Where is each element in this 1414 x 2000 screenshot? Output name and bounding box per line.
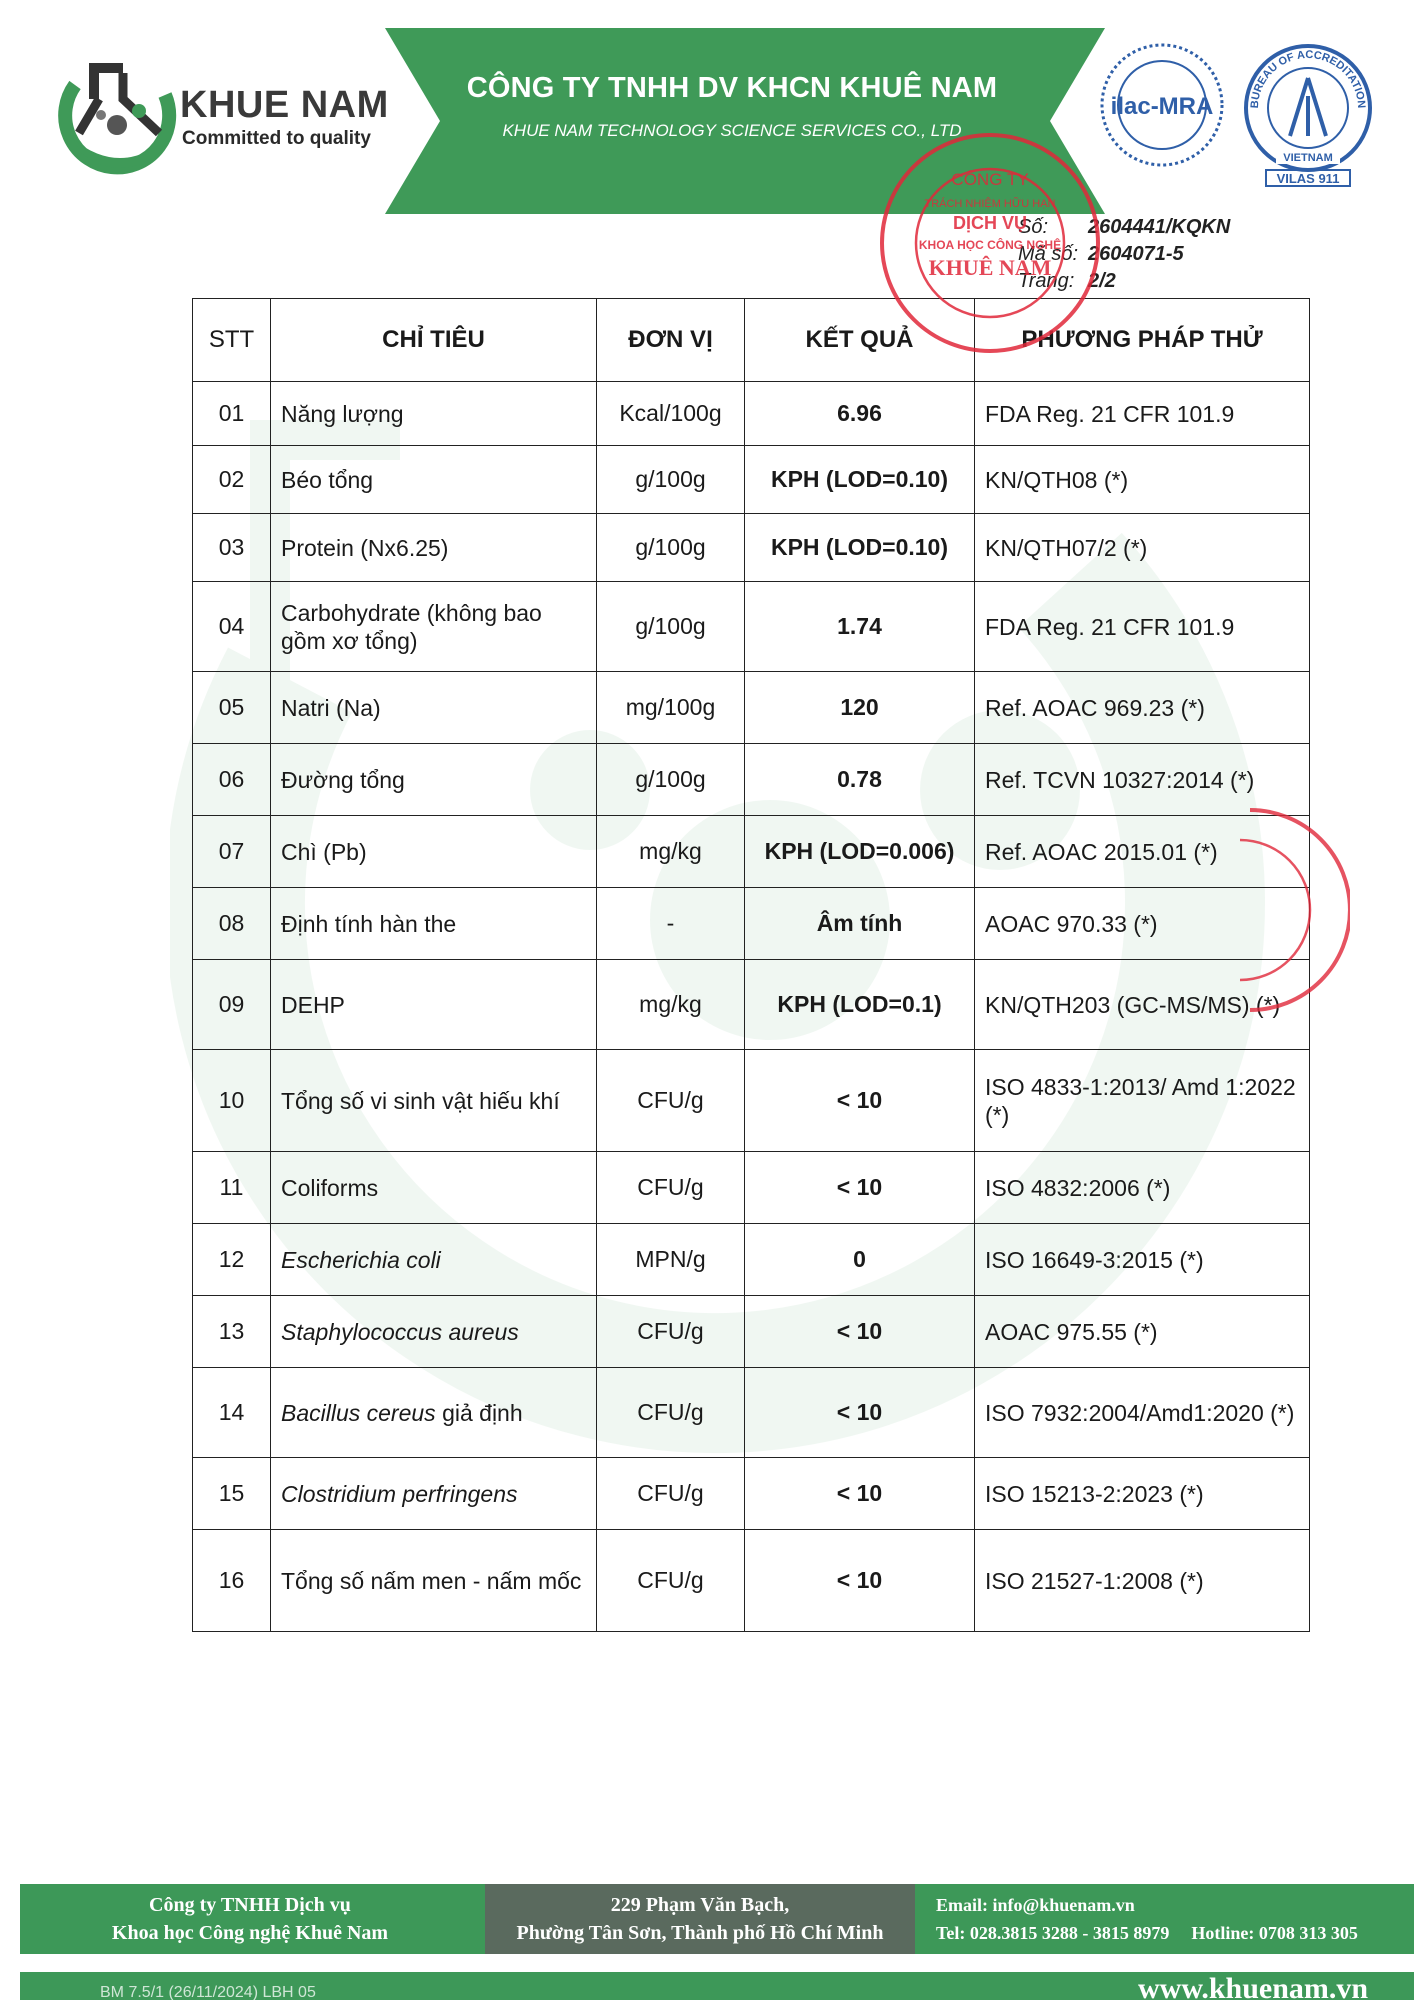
- indicator-name: Protein (Nx6.25): [281, 534, 449, 561]
- sample-code-value: 2604071-5: [1088, 243, 1184, 265]
- indicator-name: Clostridium perfringens: [281, 1480, 518, 1507]
- cell-don-vi: -: [597, 888, 745, 960]
- report-number-value: 2604441/KQKN: [1088, 216, 1231, 238]
- brand-tagline: Committed to quality: [182, 128, 371, 149]
- indicator-name: Định tính hàn the: [281, 910, 457, 937]
- footer-website: www.khuenam.vn: [1138, 1972, 1369, 2000]
- cell-don-vi: MPN/g: [597, 1224, 745, 1296]
- indicator-name: Bacillus cereus: [281, 1399, 436, 1426]
- header-don-vi: ĐƠN VỊ: [597, 299, 745, 382]
- cell-don-vi: mg/kg: [597, 960, 745, 1050]
- cell-phuong-phap: AOAC 970.33 (*): [975, 888, 1310, 960]
- results-table: [192, 298, 1310, 1632]
- cell-stt: 03: [193, 514, 271, 582]
- cell-phuong-phap: ISO 15213-2:2023 (*): [975, 1458, 1310, 1530]
- cell-don-vi: mg/kg: [597, 816, 745, 888]
- indicator-name: Carbohydrate (không bao gồm xơ tổng): [281, 599, 542, 654]
- footer-email: Email: info@khuenam.vn: [936, 1895, 1135, 1915]
- boa-country-label: VIETNAM: [1283, 152, 1333, 164]
- boa-code-label: VILAS 911: [1276, 171, 1340, 186]
- table-row: [193, 1458, 1310, 1530]
- cell-ket-qua: KPH (LOD=0.1): [745, 960, 975, 1050]
- cell-ket-qua: < 10: [745, 1458, 975, 1530]
- indicator-name: Natri (Na): [281, 694, 381, 721]
- cell-stt: 16: [193, 1530, 271, 1632]
- footer-address: [485, 1891, 915, 1947]
- stamp-line-2: TRÁCH NHIỆM HỮU HẠN: [924, 198, 1056, 210]
- cell-ket-qua: KPH (LOD=0.10): [745, 446, 975, 514]
- company-name-vn: CÔNG TY TNHH DV KHCN KHUÊ NAM: [466, 72, 998, 104]
- cell-don-vi: CFU/g: [597, 1152, 745, 1224]
- cell-ket-qua: < 10: [745, 1368, 975, 1458]
- cell-don-vi: g/100g: [597, 514, 745, 582]
- header-phuong-phap: PHƯƠNG PHÁP THỬ: [975, 299, 1310, 382]
- table-row: [193, 1050, 1310, 1152]
- cell-chi-tieu: [271, 888, 597, 960]
- cell-stt: 04: [193, 582, 271, 672]
- sample-code-label: Mã số:: [1018, 243, 1079, 265]
- cell-chi-tieu: [271, 1368, 597, 1458]
- cell-stt: 15: [193, 1458, 271, 1530]
- table-row: [193, 446, 1310, 514]
- brand-name: KHUE NAM: [180, 84, 389, 126]
- ilac-mra-seal-icon: [1095, 38, 1230, 173]
- cell-don-vi: CFU/g: [597, 1050, 745, 1152]
- table-row: [193, 1152, 1310, 1224]
- cell-chi-tieu: [271, 1458, 597, 1530]
- table-row: [193, 672, 1310, 744]
- table-row: [193, 1368, 1310, 1458]
- cell-don-vi: g/100g: [597, 744, 745, 816]
- cell-phuong-phap: Ref. AOAC 969.23 (*): [975, 672, 1310, 744]
- indicator-name: Năng lượng: [281, 400, 404, 427]
- cell-stt: 12: [193, 1224, 271, 1296]
- footer-hotline: Hotline: 0708 313 305: [1191, 1923, 1358, 1943]
- indicator-name: Coliforms: [281, 1174, 379, 1201]
- table-row: [193, 514, 1310, 582]
- cell-stt: 05: [193, 672, 271, 744]
- edge-seal-stamp-icon: [1240, 800, 1350, 1020]
- footer-company: [40, 1891, 460, 1947]
- boa-top-label: BUREAU OF ACCREDITATION: [1248, 48, 1368, 109]
- cell-chi-tieu: [271, 582, 597, 672]
- bureau-of-accreditation-seal-icon: [1238, 38, 1378, 188]
- cell-chi-tieu: [271, 514, 597, 582]
- table-header-row: [193, 299, 1310, 382]
- cell-stt: 14: [193, 1368, 271, 1458]
- cell-chi-tieu: [271, 672, 597, 744]
- cell-chi-tieu: [271, 382, 597, 446]
- cell-stt: 09: [193, 960, 271, 1050]
- cell-chi-tieu: [271, 1152, 597, 1224]
- table-row: [193, 1530, 1310, 1632]
- indicator-name: Béo tổng: [281, 466, 374, 493]
- cell-don-vi: CFU/g: [597, 1368, 745, 1458]
- stamp-line-1: CÔNG TY: [951, 170, 1029, 189]
- indicator-name: DEHP: [281, 991, 345, 1018]
- cell-ket-qua: < 10: [745, 1296, 975, 1368]
- table-row: [193, 582, 1310, 672]
- cell-phuong-phap: Ref. TCVN 10327:2014 (*): [975, 744, 1310, 816]
- stamp-line-3: DỊCH VỤ: [952, 213, 1028, 233]
- cell-phuong-phap: AOAC 975.55 (*): [975, 1296, 1310, 1368]
- table-row: [193, 960, 1310, 1050]
- footer-tel: Tel: 028.3815 3288 - 3815 8979: [936, 1923, 1170, 1943]
- indicator-name: Đường tổng: [281, 766, 405, 793]
- cell-don-vi: mg/100g: [597, 672, 745, 744]
- cell-chi-tieu: [271, 1296, 597, 1368]
- cell-stt: 08: [193, 888, 271, 960]
- cell-chi-tieu: [271, 816, 597, 888]
- table-row: [193, 382, 1310, 446]
- cell-ket-qua: 0.78: [745, 744, 975, 816]
- cell-stt: 10: [193, 1050, 271, 1152]
- footer-form-code: BM 7.5/1 (26/11/2024) LBH 05: [100, 1984, 316, 2000]
- cell-phuong-phap: FDA Reg. 21 CFR 101.9: [975, 382, 1310, 446]
- cell-stt: 02: [193, 446, 271, 514]
- cell-phuong-phap: ISO 4832:2006 (*): [975, 1152, 1310, 1224]
- table-row: [193, 1296, 1310, 1368]
- cell-ket-qua: 0: [745, 1224, 975, 1296]
- footer-address-line-1: 229 Phạm Văn Bạch,: [610, 1894, 790, 1916]
- cell-chi-tieu: [271, 960, 597, 1050]
- footer-address-line-2: Phường Tân Sơn, Thành phố Hồ Chí Minh: [516, 1922, 884, 1944]
- cell-phuong-phap: ISO 21527-1:2008 (*): [975, 1530, 1310, 1632]
- cell-stt: 07: [193, 816, 271, 888]
- company-name-en: KHUE NAM TECHNOLOGY SCIENCE SERVICES CO., LTD: [502, 121, 962, 140]
- cell-don-vi: g/100g: [597, 446, 745, 514]
- indicator-name: Tổng số nấm men - nấm mốc: [281, 1567, 582, 1594]
- cell-ket-qua: < 10: [745, 1152, 975, 1224]
- ilac-label: ilac-MRA: [1110, 93, 1214, 120]
- cell-chi-tieu: [271, 1530, 597, 1632]
- cell-chi-tieu: [271, 1224, 597, 1296]
- cell-phuong-phap: KN/QTH203 (GC-MS/MS) (*): [975, 960, 1310, 1050]
- cell-phuong-phap: KN/QTH07/2 (*): [975, 514, 1310, 582]
- cell-don-vi: Kcal/100g: [597, 382, 745, 446]
- table-row: [193, 816, 1310, 888]
- cell-stt: 13: [193, 1296, 271, 1368]
- khue-nam-logo-icon: [55, 55, 185, 185]
- indicator-name-suffix: giả định: [435, 1399, 523, 1426]
- footer-company-line-1: Công ty TNHH Dịch vụ: [149, 1894, 351, 1916]
- cell-don-vi: CFU/g: [597, 1296, 745, 1368]
- cell-don-vi: g/100g: [597, 582, 745, 672]
- footer-company-line-2: Khoa học Công nghệ Khuê Nam: [111, 1922, 389, 1944]
- cell-chi-tieu: [271, 446, 597, 514]
- cell-don-vi: CFU/g: [597, 1530, 745, 1632]
- cell-phuong-phap: ISO 4833-1:2013/ Amd 1:2022 (*): [975, 1050, 1310, 1152]
- indicator-name: Chì (Pb): [281, 838, 367, 865]
- cell-ket-qua: < 10: [745, 1050, 975, 1152]
- cell-phuong-phap: ISO 16649-3:2015 (*): [975, 1224, 1310, 1296]
- cell-ket-qua: 1.74: [745, 582, 975, 672]
- header-ket-qua: KẾT QUẢ: [745, 299, 975, 382]
- table-row: [193, 744, 1310, 816]
- table-row: [193, 888, 1310, 960]
- cell-phuong-phap: FDA Reg. 21 CFR 101.9: [975, 582, 1310, 672]
- cell-stt: 01: [193, 382, 271, 446]
- header-stt: STT: [193, 299, 271, 382]
- cell-phuong-phap: ISO 7932:2004/Amd1:2020 (*): [975, 1368, 1310, 1458]
- cell-ket-qua: 6.96: [745, 382, 975, 446]
- cell-phuong-phap: KN/QTH08 (*): [975, 446, 1310, 514]
- cell-stt: 11: [193, 1152, 271, 1224]
- table-row: [193, 1224, 1310, 1296]
- cell-ket-qua: < 10: [745, 1530, 975, 1632]
- cell-chi-tieu: [271, 744, 597, 816]
- stamp-line-4: KHOA HỌC CÔNG NGHỆ: [918, 238, 1062, 252]
- indicator-name: Staphylococcus aureus: [281, 1318, 519, 1345]
- footer-contact: [936, 1891, 1406, 1947]
- header-chi-tieu: CHỈ TIÊU: [271, 299, 597, 382]
- indicator-name: Tổng số vi sinh vật hiếu khí: [281, 1087, 560, 1114]
- cell-chi-tieu: [271, 1050, 597, 1152]
- cell-ket-qua: KPH (LOD=0.10): [745, 514, 975, 582]
- cell-ket-qua: Âm tính: [745, 888, 975, 960]
- cell-ket-qua: KPH (LOD=0.006): [745, 816, 975, 888]
- page-number-label: Trang:: [1018, 270, 1075, 292]
- page-number-value: 2/2: [1088, 270, 1116, 292]
- cell-phuong-phap: Ref. AOAC 2015.01 (*): [975, 816, 1310, 888]
- cell-stt: 06: [193, 744, 271, 816]
- indicator-name: Escherichia coli: [281, 1246, 441, 1273]
- cell-don-vi: CFU/g: [597, 1458, 745, 1530]
- stamp-line-5: KHUÊ NAM: [928, 255, 1052, 280]
- company-seal-stamp-icon: [872, 125, 1108, 361]
- cell-ket-qua: 120: [745, 672, 975, 744]
- report-number-label: Số:: [1018, 216, 1049, 238]
